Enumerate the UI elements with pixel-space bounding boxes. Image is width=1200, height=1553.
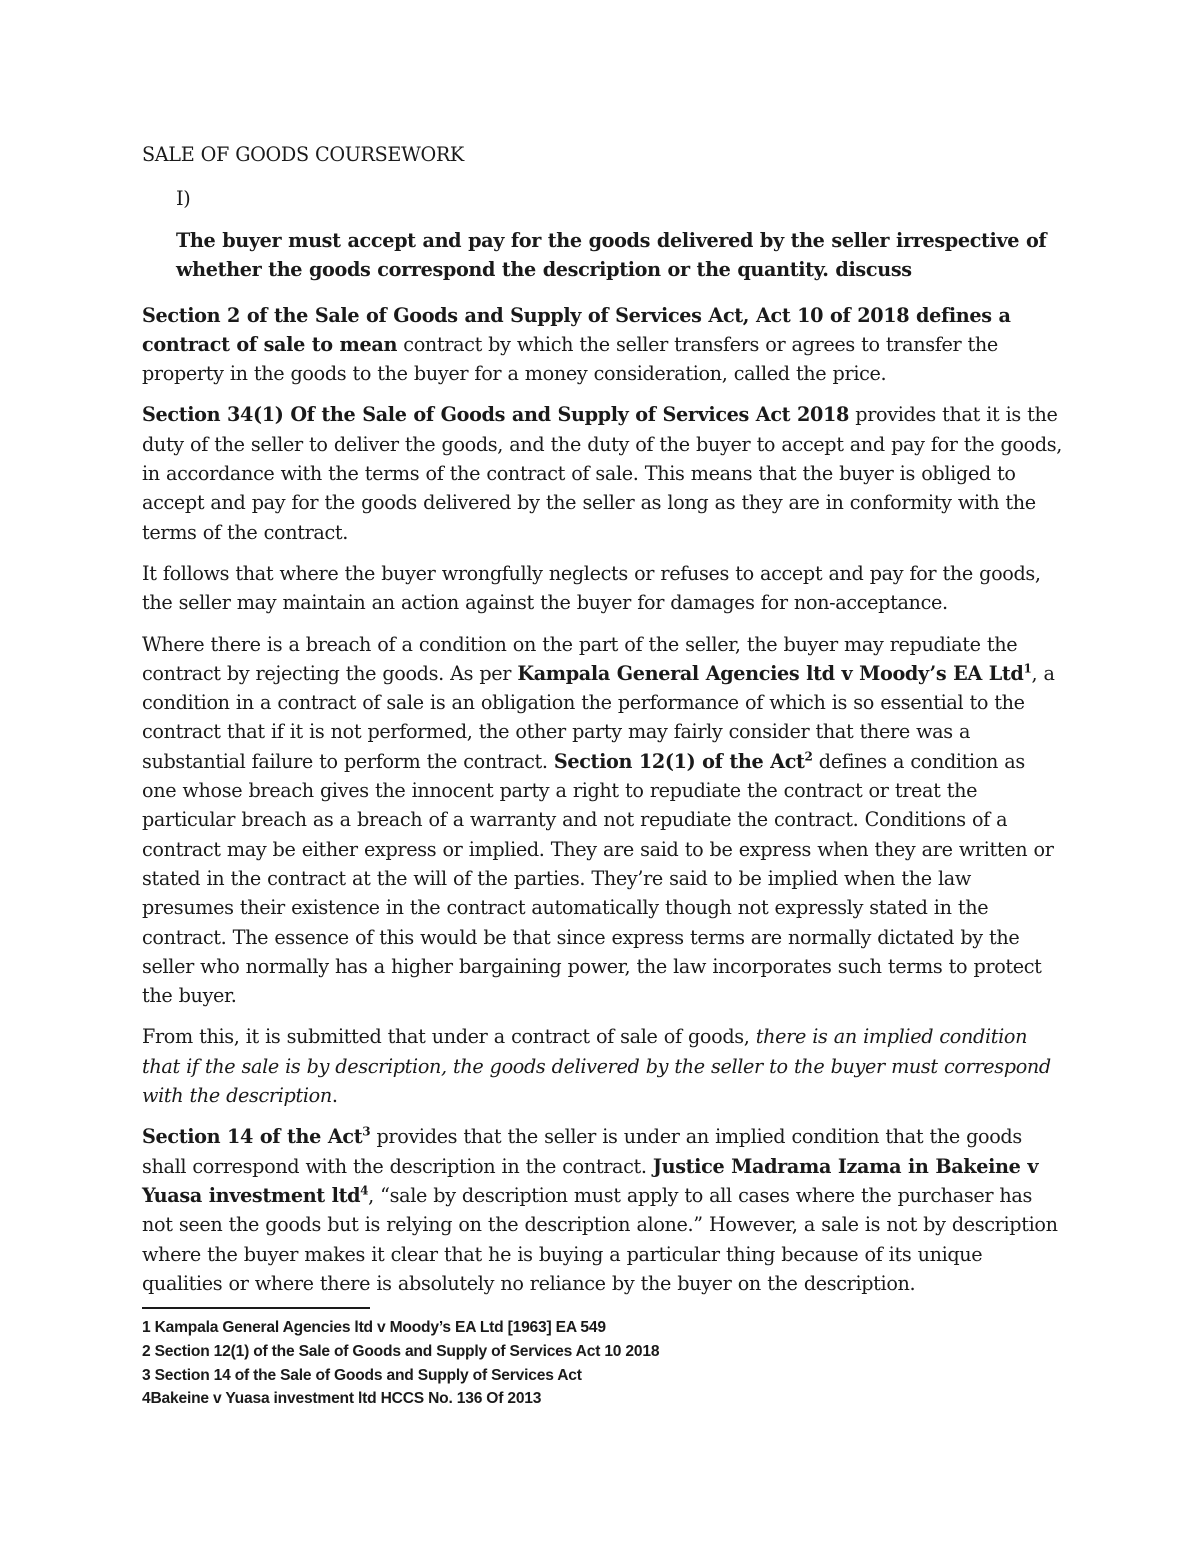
paragraph-text: . [331, 1084, 338, 1108]
paragraph-text: contract by which the seller transfers or agrees to transfer the property in the goods to the buyer for a money consideration, called the price. [142, 332, 998, 386]
paragraph-non-acceptance [142, 559, 1062, 618]
footnote-separator [142, 1307, 370, 1309]
footnote-4: 4Bakeine v Yuasa investment ltd HCCS No. 136 Of 2013 [142, 1390, 542, 1408]
section-2-reference: Section 2 of the Sale of Goods and Supply of Services Act, Act 10 of 2018 defines a contract of sale to mean [142, 303, 1011, 356]
section-12-reference: Section 12(1) of the Act [553, 749, 805, 773]
question-number: I) [176, 187, 191, 210]
paragraph-text: From this, it is submitted that under a contract of sale of goods, [142, 1025, 756, 1049]
paragraph-text: , “sale by description must apply to all cases where the purchaser has not seen the goods but is relying on the description alone.” However, a sale is not by description where the buyer makes it clear that he is buying a particular thing because of its unique qualities or where there is absolutely no reliance by the buyer on the description. [142, 1183, 1058, 1295]
footnote-3: 3 Section 14 of the Sale of Goods and Supply of Services Act [142, 1366, 582, 1384]
paragraph-text: provides that the seller is under an implied condition that the goods shall correspond with the description in the contract. [142, 1125, 1022, 1178]
document-body [142, 140, 1062, 1310]
footnote-2: 2 Section 12(1) of the Sale of Goods and Supply of Services Act 10 2018 [142, 1342, 660, 1360]
paragraph-text: provides that it is the duty of the seller to deliver the goods, and the duty of the buyer to accept and pay for the goods, in accordance with the terms of the contract of sale. This means that the buyer is obliged to accept and pay for the goods delivered by the seller as long as they are in conformity with the terms of the contract. [142, 403, 1063, 544]
footnote-marker-3: 3 [362, 1124, 371, 1139]
footnote-marker-1: 1 [1023, 661, 1032, 676]
footnote-1: 1 Kampala General Agencies ltd v Moody’s EA Ltd [1963] EA 549 [142, 1319, 606, 1336]
paragraph-text: , a condition in a contract of sale is an obligation the performance of which is so essential to the contract that if it is not performed, the other party may fairly consider that there was a substantial failure to perform the contract. [142, 661, 1055, 773]
paragraph-conditions [142, 630, 1062, 1011]
case-reference-kampala: Kampala General Agencies ltd v Moody’s EA Ltd [517, 661, 1024, 685]
paragraph-contract-definition [142, 301, 1062, 389]
case-reference-bakeine: Justice Madrama Izama in Bakeine v Yuasa investment ltd [142, 1154, 1039, 1207]
footnote-marker-4: 4 [360, 1183, 369, 1198]
implied-condition-emphasis: there is an implied condition that if the sale is by description, the goods delivered by the seller to the buyer must correspond with the description [142, 1025, 1051, 1108]
paragraph-text: defines a condition as one whose breach gives the innocent party a right to repudiate the contract or treat the particular breach as a breach of a warranty and not repudiate the contract. Conditions of a contract may be either express or implied. They are said to be express when they are written or stated in the contract at the will of the parties. They’re said to be implied when the law presumes their existence in the contract automatically though not expressly stated in the contract. The essence of this would be that since express terms are normally dictated by the seller who normally has a higher bargaining power, the law incorporates such terms to protect the buyer. [142, 749, 1054, 1008]
paragraph-section-14 [142, 1122, 1062, 1298]
section-14-reference: Section 14 of the Act [142, 1125, 363, 1149]
paragraph-text: It follows that where the buyer wrongfully neglects or refuses to accept and pay for the goods, the seller may maintain an action against the buyer for damages for non-acceptance. [142, 561, 1041, 615]
paragraph-duties [142, 400, 1062, 546]
section-34-reference: Section 34(1) Of the Sale of Goods and Supply of Services Act 2018 [142, 403, 850, 427]
footnote-marker-2: 2 [804, 749, 813, 764]
paragraph-implied-condition [142, 1022, 1062, 1110]
question-text: The buyer must accept and pay for the goods delivered by the seller irrespective of whether the goods correspond the description or the quantity. discuss [176, 229, 1047, 282]
footnotes [142, 1316, 1042, 1411]
document-title: SALE OF GOODS COURSEWORK [142, 143, 464, 166]
paragraph-text: Where there is a breach of a condition on the part of the seller, the buyer may repudiate the contract by rejecting the goods. As per [142, 632, 1018, 685]
